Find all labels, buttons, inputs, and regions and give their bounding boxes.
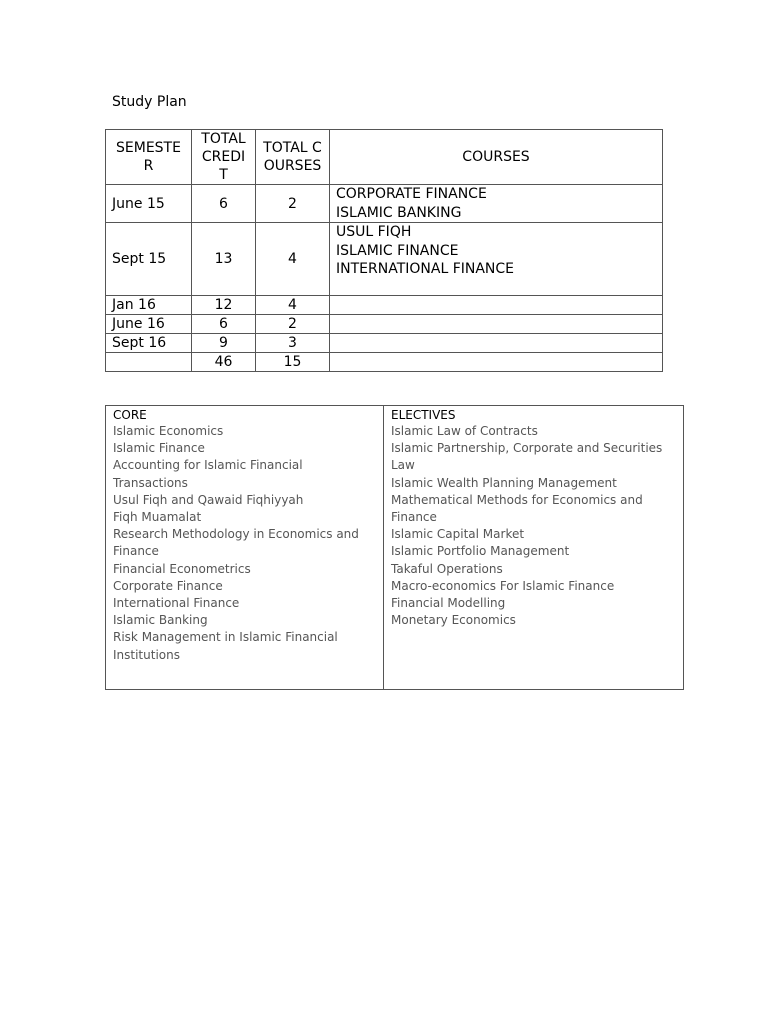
- semester-cell: June 16: [106, 315, 192, 334]
- header-courses: COURSES: [330, 130, 663, 185]
- totals-row: [106, 353, 663, 372]
- course-count-cell: 4: [256, 223, 330, 296]
- core-heading: CORE: [113, 408, 147, 422]
- list-item: Accounting for Islamic Financial Transactions: [113, 458, 303, 490]
- list-item: Islamic Partnership, Corporate and Securities Law: [391, 441, 663, 473]
- list-item: Monetary Economics: [391, 613, 516, 628]
- study-plan-table: [105, 129, 663, 372]
- credit-cell: 13: [192, 223, 256, 296]
- course-name: ISLAMIC FINANCE: [336, 242, 459, 259]
- courses-cell: [330, 334, 663, 353]
- course-name: ISLAMIC BANKING: [336, 204, 462, 221]
- table-row: [106, 223, 663, 296]
- list-item: Islamic Wealth Planning Management: [391, 475, 617, 490]
- credit-cell: 6: [192, 315, 256, 334]
- course-name: INTERNATIONAL FINANCE: [336, 261, 515, 277]
- courses-cell: [330, 296, 663, 315]
- course-count-cell: 4: [256, 296, 330, 315]
- list-item: Fiqh Muamalat: [113, 510, 202, 525]
- semester-cell: June 15: [106, 185, 192, 223]
- course-name: CORPORATE FINANCE: [336, 186, 487, 202]
- electives-heading: ELECTIVES: [391, 408, 456, 422]
- list-item: Islamic Portfolio Management: [391, 544, 570, 559]
- credit-cell: 6: [192, 185, 256, 223]
- course-count-cell: 3: [256, 334, 330, 353]
- semester-cell: Jan 16: [106, 296, 192, 315]
- course-name: USUL FIQH: [336, 224, 412, 240]
- page-title: Study Plan: [112, 94, 187, 110]
- header-total-courses: TOTAL COURSES: [256, 130, 330, 185]
- courses-cell: [330, 185, 663, 223]
- core-column: [106, 406, 384, 690]
- course-count-cell: 2: [256, 185, 330, 223]
- list-item: Islamic Economics: [113, 424, 224, 438]
- courses-cell: [330, 315, 663, 334]
- courses-cell: [330, 223, 663, 296]
- electives-column: [384, 406, 684, 690]
- table-row: [106, 334, 663, 353]
- header-semester: SEMESTER: [106, 130, 192, 185]
- table-header-row: [106, 130, 663, 185]
- list-item: Macro-economics For Islamic Finance: [391, 578, 615, 593]
- total-credit-cell: 46: [192, 353, 256, 372]
- list-item: Islamic Banking: [113, 613, 208, 628]
- list-item: Research Methodology in Economics and Finance: [113, 527, 359, 559]
- table-row: [106, 315, 663, 334]
- list-item: Financial Econometrics: [113, 561, 251, 576]
- electives-list: [391, 423, 676, 629]
- header-total-credit: TOTAL CREDIT: [192, 130, 256, 185]
- course-lists-table: [105, 405, 684, 690]
- core-list: [113, 423, 376, 664]
- list-item: Islamic Capital Market: [391, 527, 525, 542]
- list-item: Takaful Operations: [391, 561, 503, 576]
- courses-cell: [330, 353, 663, 372]
- credit-cell: 9: [192, 334, 256, 353]
- list-item: Financial Modelling: [391, 596, 506, 611]
- credit-cell: 12: [192, 296, 256, 315]
- semester-cell: Sept 16: [106, 334, 192, 353]
- semester-cell: [106, 353, 192, 372]
- course-count-cell: 2: [256, 315, 330, 334]
- list-item: Usul Fiqh and Qawaid Fiqhiyyah: [113, 492, 304, 507]
- table-row: [106, 185, 663, 223]
- list-item: Risk Management in Islamic Financial Institutions: [113, 630, 338, 662]
- semester-cell: Sept 15: [106, 223, 192, 296]
- table-row: [106, 296, 663, 315]
- total-courses-cell: 15: [256, 353, 330, 372]
- list-item: Mathematical Methods for Economics and Finance: [391, 492, 643, 525]
- list-item: Corporate Finance: [113, 578, 223, 593]
- list-item: International Finance: [113, 596, 240, 611]
- list-item: Islamic Law of Contracts: [391, 424, 538, 438]
- list-item: Islamic Finance: [113, 441, 205, 456]
